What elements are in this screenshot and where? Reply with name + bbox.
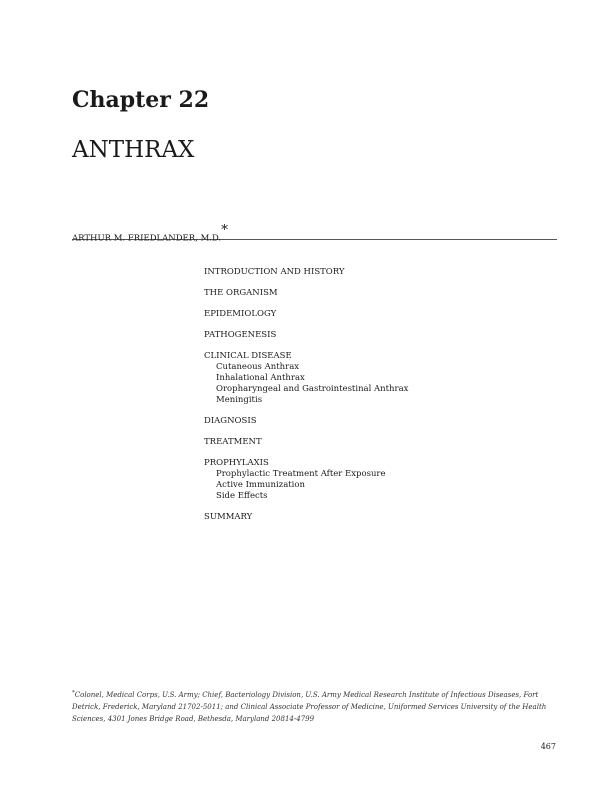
contents-subsection: Prophylactic Treatment After Exposure [216,469,386,479]
contents-section-title: INTRODUCTION AND HISTORY [204,267,345,277]
author-footnote-marker: * [221,223,228,238]
contents-subsection: Meningitis [216,395,263,405]
contents-section-title: DIAGNOSIS [204,416,257,426]
contents-section [204,512,564,523]
contents-subsection: Inhalational Anthrax [216,373,305,383]
chapter-title: ANTHRAX [72,137,195,163]
contents-subsection: Active Immunization [216,480,305,490]
contents-section [204,330,564,341]
contents-section [204,416,564,427]
contents-section [204,437,564,448]
page-number: 467 [540,742,556,751]
contents-section-title: PATHOGENESIS [204,330,277,340]
author-rule [72,223,557,244]
contents-section-title: EPIDEMIOLOGY [204,309,277,319]
author-name: ARTHUR M. FRIEDLANDER, M.D. [72,233,222,244]
contents-section-title: SUMMARY [204,512,253,522]
contents-section-title: THE ORGANISM [204,288,278,298]
contents-subsection: Cutaneous Anthrax [216,362,300,372]
footnote-text: Colonel, Medical Corps, U.S. Army; Chief, Bacteriology Division, U.S. Army Medical Research Institute of Infectious Diseases, Fort Detrick, Frederick, Maryland 21702-5011; and Clinical Associate Professor of Medicine, Uniformed Services University of the Health Sciences, 4301 Jones Bridge Road, Bethesda, Maryland 20814-4799 [72,691,547,723]
contents-section [204,458,564,502]
contents-subsection: Side Effects [216,491,268,501]
chapter-label: Chapter 22 [72,87,210,113]
contents-section-title: CLINICAL DISEASE [204,351,292,361]
contents-section [204,267,564,278]
contents-subsection-list [204,469,564,502]
contents-section-title: PROPHYLAXIS [204,458,269,468]
author-footnote [72,689,560,725]
contents-section-title: TREATMENT [204,437,262,447]
contents-section [204,351,564,406]
chapter-contents [204,267,564,533]
footnote-marker: * [72,690,75,696]
contents-subsection-list [204,362,564,406]
contents-section [204,288,564,299]
contents-subsection: Oropharyngeal and Gastrointestinal Anthrax [216,384,409,394]
contents-section [204,309,564,320]
